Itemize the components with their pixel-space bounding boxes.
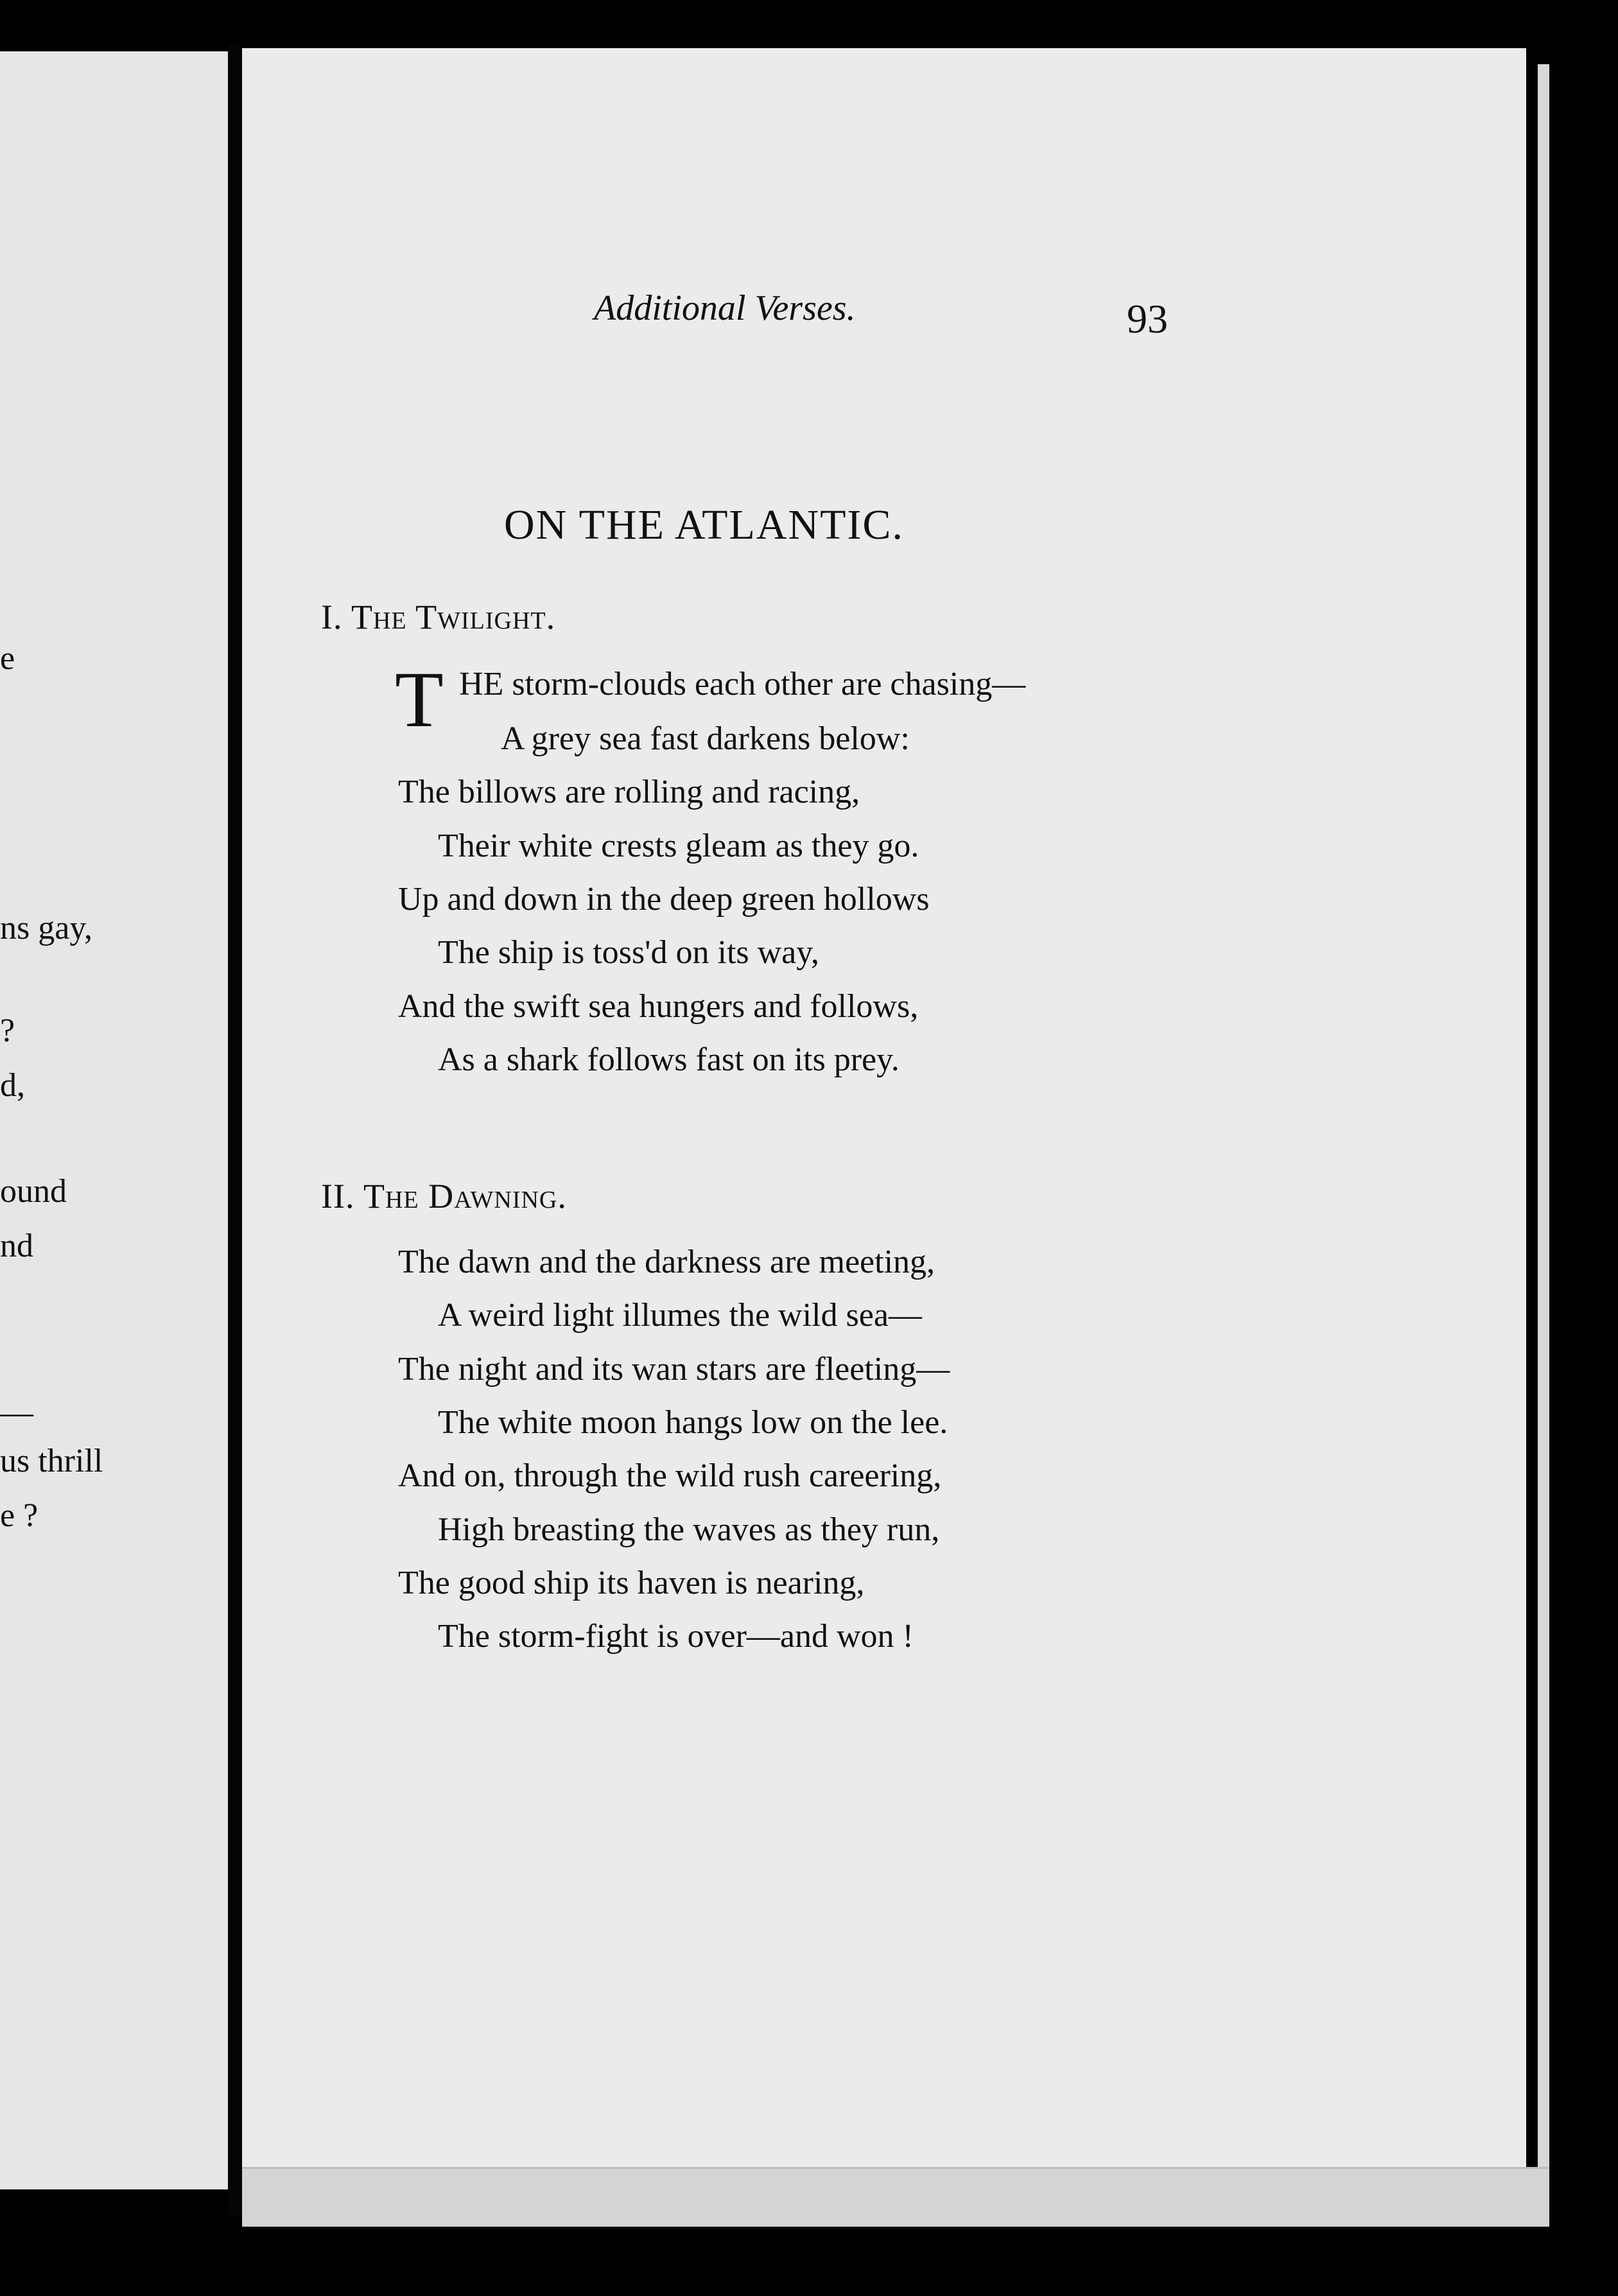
verse-line: A weird light illumes the wild sea—: [438, 1297, 922, 1334]
page-number: 93: [1127, 296, 1168, 342]
page-edge: [1538, 64, 1549, 2196]
verse-line: As a shark follows fast on its prey.: [438, 1041, 900, 1078]
left-page-fragment: nd: [0, 1228, 33, 1264]
verse-line: And on, through the wild rush careering,: [398, 1457, 942, 1494]
left-page-fragment: ?: [0, 1013, 15, 1049]
verse-line: A grey sea fast darkens below:: [501, 720, 910, 757]
verse-line: The billows are rolling and racing,: [398, 774, 860, 810]
page-bottom-edge: [242, 2167, 1549, 2227]
section-heading: II. The Dawning.: [321, 1177, 567, 1215]
left-page-fragment: d,: [0, 1067, 25, 1104]
book-gutter: [228, 45, 242, 2215]
left-page-fragment: ound: [0, 1173, 67, 1210]
verse-line: The white moon hangs low on the lee.: [438, 1404, 948, 1441]
verse-line: High breasting the waves as they run,: [438, 1511, 940, 1548]
left-page-fragment: ns gay,: [0, 910, 92, 946]
verse-line: The good ship its haven is nearing,: [398, 1565, 865, 1601]
verse-line: And the swift sea hungers and follows,: [398, 988, 919, 1025]
left-facing-page: [0, 51, 228, 2189]
verse-line: Up and down in the deep green hollows: [398, 881, 930, 918]
verse-line: HE storm-clouds each other are chasing—: [459, 666, 1026, 702]
left-page-fragment: us thrill: [0, 1443, 103, 1479]
poem-title: ON THE ATLANTIC.: [504, 501, 904, 548]
left-page-fragment: e: [0, 640, 15, 677]
left-page-fragment: e ?: [0, 1497, 39, 1534]
right-page: [242, 48, 1526, 2167]
drop-cap: T: [395, 656, 444, 744]
verse-line: Their white crests gleam as they go.: [438, 828, 919, 864]
verse-line: The storm-fight is over—and won !: [438, 1618, 914, 1655]
left-page-fragment: —: [0, 1395, 33, 1431]
verse-line: The dawn and the darkness are meeting,: [398, 1244, 935, 1280]
verse-line: The ship is toss'd on its way,: [438, 934, 819, 971]
section-heading: I. The Twilight.: [321, 598, 556, 636]
verse-line: The night and its wan stars are fleeting—: [398, 1351, 950, 1387]
running-head: Additional Verses.: [594, 288, 856, 328]
